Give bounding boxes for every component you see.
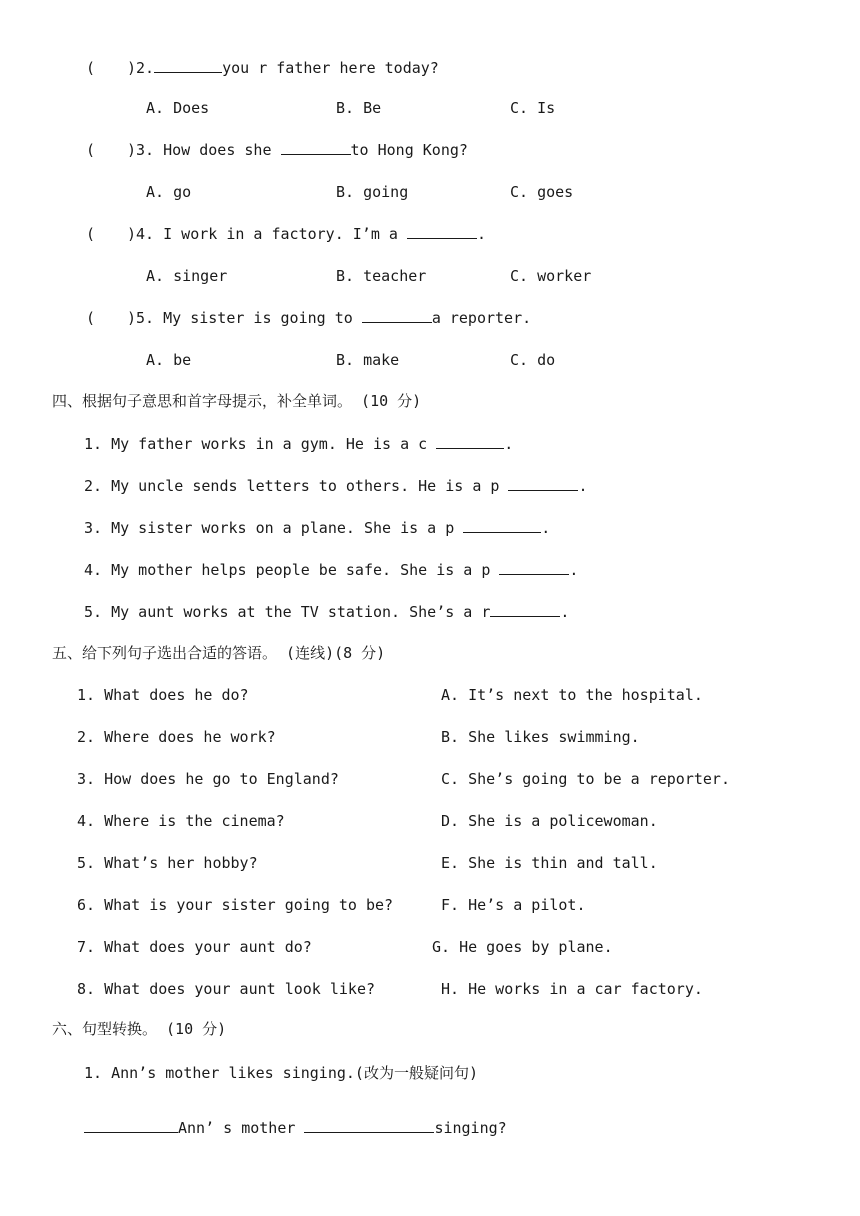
question-before: I work in a factory. I’m a — [154, 225, 407, 243]
answer-blank[interactable] — [407, 224, 477, 239]
answer-paren-open: ( — [86, 141, 96, 159]
fill-item-text: 1. My father works in a gym. He is a c — [84, 435, 437, 453]
option-c: C. worker — [510, 267, 592, 285]
fill-item-3 — [84, 518, 550, 538]
answer-paren-close: ) — [127, 309, 137, 327]
answer-paren-open: ( — [86, 309, 96, 327]
question-number: 4. — [136, 225, 155, 243]
option-b: B. going — [336, 183, 409, 201]
option-c: C. do — [510, 351, 556, 369]
match-answer[interactable]: E. She is thin and tall. — [441, 854, 658, 872]
answer-blank[interactable] — [436, 434, 504, 449]
match-answer[interactable]: D. She is a policewoman. — [441, 812, 658, 830]
fill-item-text: 5. My aunt works at the TV station. She’s a r — [84, 603, 491, 621]
match-question[interactable]: 2. Where does he work? — [77, 728, 276, 746]
option-c: C. Is — [510, 99, 556, 117]
answer-blank[interactable] — [154, 58, 222, 73]
question-number: 5. — [136, 309, 155, 327]
match-answer[interactable]: A. It’s next to the hospital. — [441, 686, 703, 704]
answer-blank[interactable] — [304, 1118, 434, 1133]
section-4-title: 四、根据句子意思和首字母提示，补全单词。 (10 分) — [52, 392, 422, 410]
section-5-title: 五、给下列句子选出合适的答语。 (连线)(8 分) — [52, 644, 386, 662]
fill-item-1 — [84, 434, 513, 454]
answer-paren-open: ( — [86, 59, 96, 77]
question-number: 3. — [136, 141, 155, 159]
match-answer[interactable]: B. She likes swimming. — [441, 728, 640, 746]
question-before: How does she — [154, 141, 281, 159]
question-before: My sister is going to — [154, 309, 362, 327]
match-question[interactable]: 1. What does he do? — [77, 686, 249, 704]
option-b: B. make — [336, 351, 400, 369]
fill-item-5 — [84, 602, 569, 622]
option-a: A. go — [146, 183, 192, 201]
fill-item-text: 3. My sister works on a plane. She is a p — [84, 519, 464, 537]
answer-blank[interactable] — [281, 140, 351, 155]
match-question[interactable]: 6. What is your sister going to be? — [77, 896, 394, 914]
answer-blank[interactable] — [84, 1118, 178, 1133]
transform-answer-end: singing? — [434, 1119, 507, 1137]
fill-item-after: . — [504, 435, 514, 453]
option-a: A. Does — [146, 99, 210, 117]
question-text — [127, 224, 486, 244]
option-c: C. goes — [510, 183, 574, 201]
question-after: a reporter. — [431, 309, 532, 327]
fill-item-text: 2. My uncle sends letters to others. He is a p — [84, 477, 509, 495]
fill-item-after: . — [569, 561, 579, 579]
match-question[interactable]: 8. What does your aunt look like? — [77, 980, 376, 998]
option-b: B. Be — [336, 99, 382, 117]
answer-blank[interactable] — [499, 560, 569, 575]
fill-item-text: 4. My mother helps people be safe. She is a p — [84, 561, 500, 579]
answer-blank[interactable] — [490, 602, 560, 617]
transform-answer-mid: Ann’ s mother — [178, 1119, 305, 1137]
match-question[interactable]: 3. How does he go to England? — [77, 770, 339, 788]
answer-blank[interactable] — [362, 308, 432, 323]
transform-question-1: 1. Ann’s mother likes singing.(改为一般疑问句) — [84, 1064, 478, 1082]
fill-item-4 — [84, 560, 578, 580]
question-text — [127, 140, 468, 160]
answer-paren-close: ) — [127, 225, 137, 243]
match-answer[interactable]: F. He’s a pilot. — [441, 896, 586, 914]
question-text — [127, 58, 439, 78]
match-answer[interactable]: G. He goes by plane. — [432, 938, 613, 956]
transform-answer-1 — [84, 1118, 507, 1138]
answer-paren-close: ) — [127, 59, 137, 77]
fill-item-after: . — [560, 603, 570, 621]
match-answer[interactable]: H. He works in a car factory. — [441, 980, 703, 998]
section-6-title: 六、句型转换。 (10 分) — [52, 1020, 227, 1038]
question-after: you r father here today? — [222, 59, 439, 77]
match-question[interactable]: 7. What does your aunt do? — [77, 938, 312, 956]
fill-item-2 — [84, 476, 587, 496]
fill-item-after: . — [578, 477, 588, 495]
match-question[interactable]: 5. What’s her hobby? — [77, 854, 258, 872]
question-after: . — [476, 225, 486, 243]
match-answer[interactable]: C. She’s going to be a reporter. — [441, 770, 730, 788]
answer-paren-close: ) — [127, 141, 137, 159]
question-text — [127, 308, 531, 328]
answer-blank[interactable] — [508, 476, 578, 491]
option-a: A. be — [146, 351, 192, 369]
match-question[interactable]: 4. Where is the cinema? — [77, 812, 285, 830]
option-b: B. teacher — [336, 267, 427, 285]
answer-paren-open: ( — [86, 225, 96, 243]
answer-blank[interactable] — [463, 518, 541, 533]
question-after: to Hong Kong? — [350, 141, 468, 159]
option-a: A. singer — [146, 267, 228, 285]
fill-item-after: . — [541, 519, 551, 537]
question-number: 2. — [136, 59, 155, 77]
